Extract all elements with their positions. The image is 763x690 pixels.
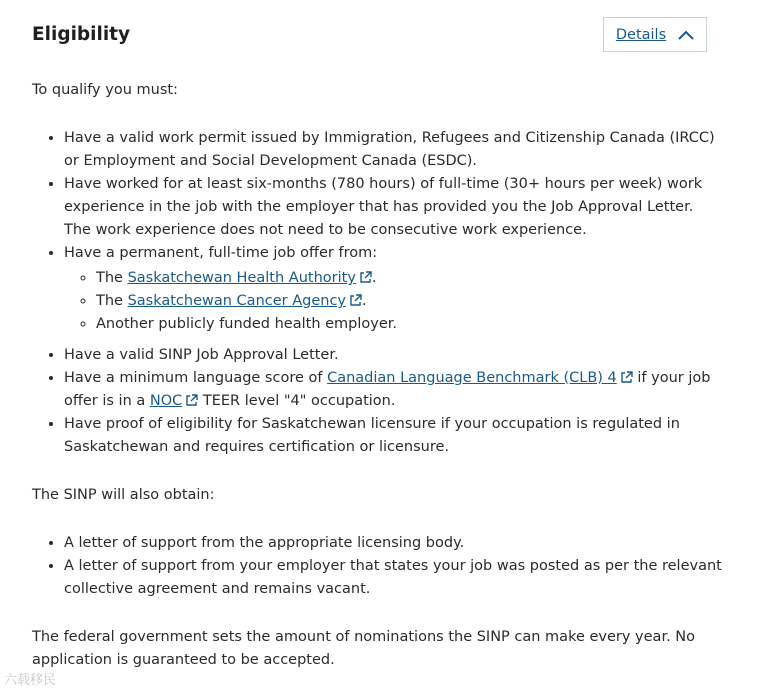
external-link-icon bbox=[185, 394, 198, 407]
list-item: • Have a valid SINP Job Approval Letter. bbox=[64, 344, 722, 367]
watermark-logo: 六载移民 bbox=[4, 673, 57, 688]
sub-list-item bbox=[96, 290, 722, 313]
external-link-icon bbox=[349, 294, 362, 307]
list-item bbox=[64, 367, 722, 413]
sub-list-item bbox=[96, 267, 722, 290]
external-link-icon bbox=[359, 271, 372, 284]
list-item: • Have a valid work permit issued by Immigration, Refugees and Citizenship Canada (IRCC) or Employment and Social Development Canada (ESDC). bbox=[64, 127, 722, 173]
list-item: • Have proof of eligibility for Saskatchewan licensure if your occupation is regulated in Saskatchewan and requires certification or licensure. bbox=[64, 413, 722, 459]
saskatchewan-health-authority-link[interactable]: Saskatchewan Health Authority bbox=[127, 270, 356, 286]
language-mid-text: if your job offer is in a bbox=[64, 370, 711, 409]
chevron-up-icon bbox=[678, 30, 694, 40]
eligibility-content bbox=[32, 79, 722, 672]
intro-text: To qualify you must: bbox=[32, 82, 178, 98]
details-toggle-button[interactable] bbox=[603, 17, 707, 52]
prefix-text: The bbox=[96, 270, 123, 286]
employer-sublist bbox=[64, 267, 722, 336]
list-item: • A letter of support from the appropriate licensing body. bbox=[64, 532, 722, 555]
footer-text: The federal government sets the amount of nominations the SINP can make every year. No application is guaranteed to be accepted. bbox=[32, 629, 696, 668]
sinp-list bbox=[32, 532, 722, 601]
list-item: • Have worked for at least six-months (780 hours) of full-time (30+ hours per week) work experience in the job with the employer that has provided you the Job Approval Letter. The work experience does not need to be consecutive work experience. bbox=[64, 173, 722, 242]
section-title: Eligibility bbox=[32, 24, 131, 45]
sub-list-item: ◦ Another publicly funded health employer. bbox=[96, 313, 722, 336]
prefix-text: The bbox=[96, 293, 123, 309]
saskatchewan-cancer-agency-link[interactable]: Saskatchewan Cancer Agency bbox=[127, 293, 347, 309]
requirements-list bbox=[32, 127, 722, 459]
period-text: . bbox=[362, 293, 367, 309]
external-link-icon bbox=[620, 371, 633, 384]
list-item bbox=[64, 242, 722, 336]
language-post-text: TEER level "4" occupation. bbox=[198, 393, 396, 409]
clb-link[interactable]: Canadian Language Benchmark (CLB) 4 bbox=[327, 370, 617, 386]
details-label: Details bbox=[615, 26, 667, 43]
language-pre-text: Have a minimum language score of bbox=[64, 370, 328, 386]
period-text: . bbox=[371, 270, 377, 286]
sinp-intro-text: The SINP will also obtain: bbox=[32, 487, 215, 503]
list-item: • A letter of support from your employer that states your job was posted as per the relevant collective agreement and remains vacant. bbox=[64, 555, 722, 601]
noc-link[interactable]: NOC bbox=[149, 393, 183, 409]
job-offer-text: Have a permanent, full-time job offer from: bbox=[64, 245, 378, 261]
